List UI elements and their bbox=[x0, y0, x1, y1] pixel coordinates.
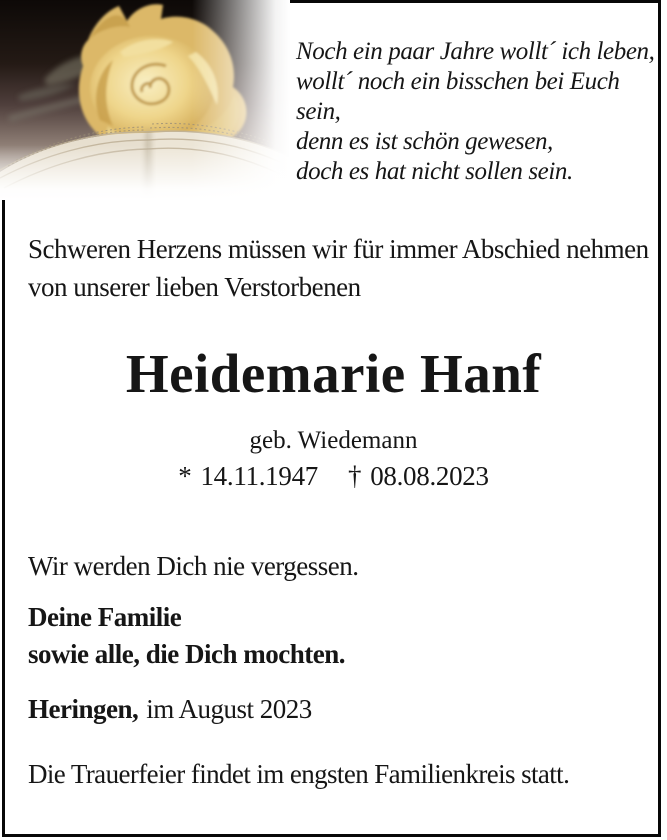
maiden-name: geb. Wiedemann bbox=[249, 427, 418, 454]
intro-text bbox=[28, 230, 649, 306]
life-dates bbox=[0, 461, 667, 492]
intro-line-2: von unserer lieben Verstorbenen bbox=[28, 272, 361, 302]
mourners-line-2: sowie alle, die Dich mochten. bbox=[28, 639, 345, 669]
funeral-note: Die Trauerfeier findet im engsten Familienkreis statt. bbox=[28, 759, 570, 789]
date-text: im August 2023 bbox=[146, 694, 312, 724]
death-date: 08.08.2023 bbox=[370, 461, 489, 491]
intro-line-1: Schweren Herzens müssen wir für immer Abschied nehmen bbox=[28, 234, 649, 264]
birth-date: 14.11.1947 bbox=[200, 461, 318, 491]
poem-line-1: Noch ein paar Jahre wollt´ ich leben, bbox=[296, 38, 655, 65]
photo-bottom-fade bbox=[0, 145, 290, 200]
place-name: Heringen, bbox=[28, 694, 139, 724]
place-and-date bbox=[28, 694, 312, 725]
birth-date-group bbox=[178, 461, 318, 491]
poem-line-4: doch es hat nicht sollen sein. bbox=[296, 158, 573, 185]
deceased-name: Heidemarie Hanf bbox=[125, 343, 542, 404]
memorial-poem bbox=[296, 37, 667, 187]
birth-star-symbol: * bbox=[178, 461, 192, 491]
poem-line-3: denn es ist schön gewesen, bbox=[296, 128, 553, 155]
mourners-block bbox=[28, 599, 345, 673]
death-cross-symbol: † bbox=[347, 461, 362, 491]
mourners-line-1: Deine Familie bbox=[28, 602, 182, 632]
rose-book-photo bbox=[0, 0, 290, 200]
poem-line-2: wollt´ noch ein bisschen bei Euch sein, bbox=[296, 68, 620, 125]
remembrance-line: Wir werden Dich nie vergessen. bbox=[28, 551, 359, 581]
death-date-group bbox=[348, 461, 489, 491]
rose-book-illustration bbox=[0, 0, 290, 200]
